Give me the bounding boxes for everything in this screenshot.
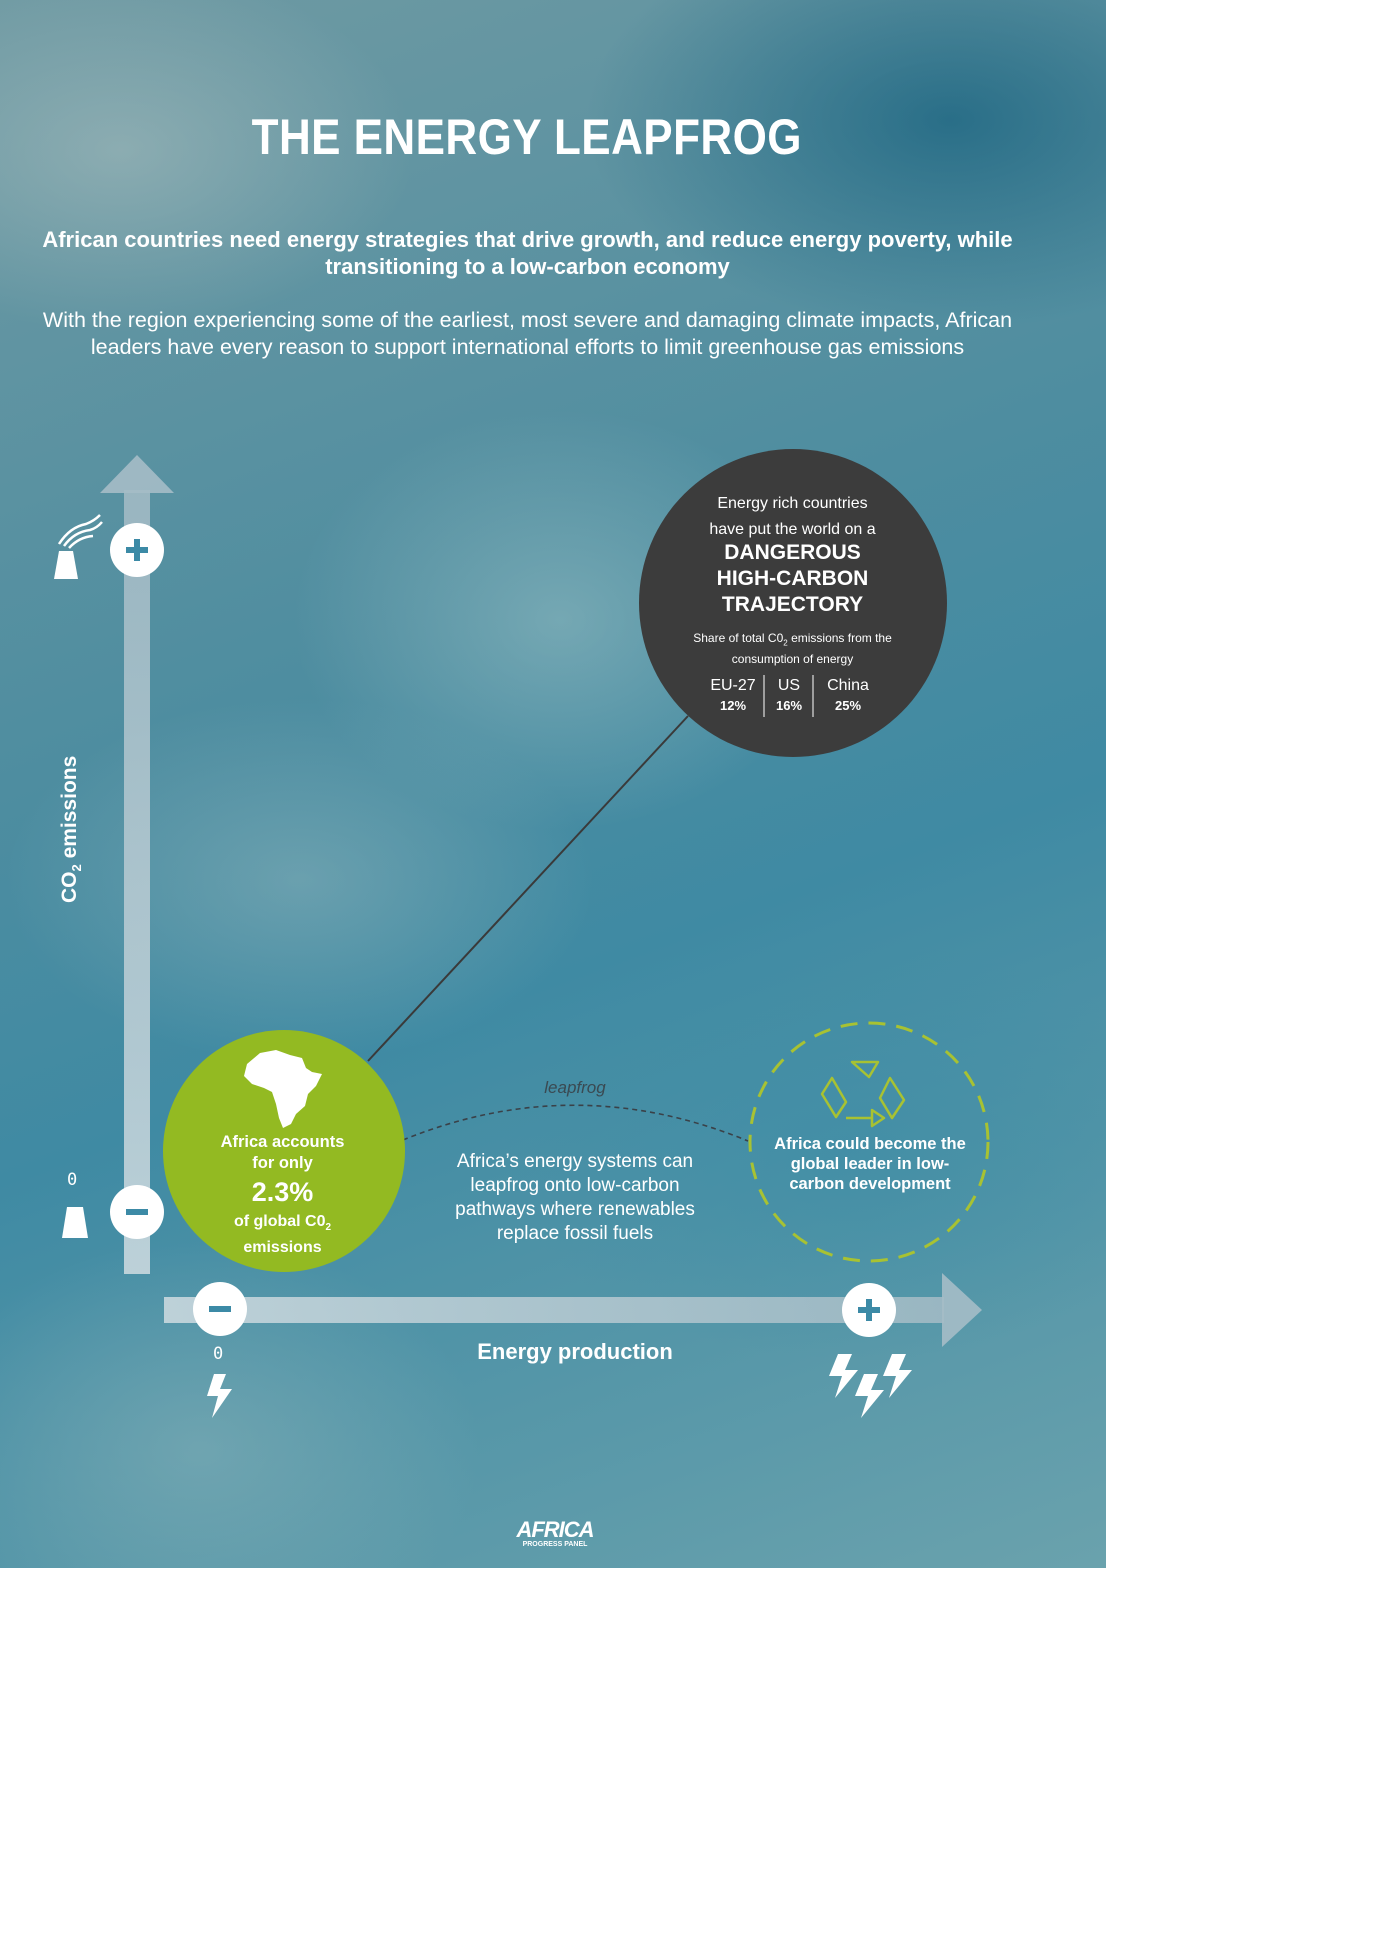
intro-text: With the region experiencing some of the earliest, most severe and damaging climate impacts, African leaders have every reason to support international efforts to limit greenhouse gas emissions <box>42 308 1013 359</box>
leapfrog-description: Africa’s energy systems can leapfrog onto low-carbon pathways where renewables replace fossil fuels <box>455 1151 695 1244</box>
africa-share-line: for only <box>252 1154 313 1172</box>
logo-tagline: PROGRESS PANEL <box>522 1541 588 1548</box>
africa-share-line: emissions <box>243 1239 322 1257</box>
headline-line: TRAJECTORY <box>721 593 864 616</box>
y-axis-zero: 0 <box>67 1170 78 1190</box>
minus-icon <box>193 1282 247 1336</box>
share-china: China 25% <box>827 677 869 713</box>
leapfrog-arc <box>403 1105 748 1141</box>
x-axis-label: Energy production <box>477 1339 673 1364</box>
future-leader-text: Africa could become the global leader in low-carbon development <box>774 1135 966 1193</box>
africa-share-intro <box>190 1132 375 1174</box>
factory-icon <box>62 1207 88 1238</box>
share-eu: EU-27 12% <box>710 677 756 713</box>
recycle-icon <box>822 1062 904 1126</box>
lightning-icon <box>855 1374 884 1418</box>
africa-share-outro <box>190 1212 375 1258</box>
y-axis-arrow <box>100 455 174 1274</box>
headline-line: DANGEROUS <box>724 541 861 564</box>
lightning-icon <box>829 1354 858 1398</box>
africa-progress-panel-logo <box>490 1519 620 1549</box>
x-axis-zero: 0 <box>213 1344 224 1364</box>
y-axis-label: $CO_2$ emissions <box>58 755 85 903</box>
africa-share-line: Africa accounts <box>220 1133 345 1151</box>
high-carbon-intro <box>660 491 925 543</box>
africa-share-value: 2.3% <box>251 1177 314 1207</box>
plus-icon <box>110 523 164 577</box>
africa-share-line: of global $C0_2$ <box>233 1213 332 1234</box>
high-carbon-headline <box>660 540 925 618</box>
share-us: US 16% <box>775 677 803 713</box>
page-title: THE ENERGY LEAPFROG <box>251 109 802 165</box>
trajectory-line <box>368 716 688 1061</box>
factory-icon <box>54 515 102 579</box>
headline-line: HIGH-CARBON <box>716 567 869 590</box>
emissions-share-note: Share of total $C0_2$ emissions from the consumption of energy <box>693 631 892 667</box>
high-carbon-line: Energy rich countries <box>717 495 868 512</box>
plus-icon <box>842 1283 896 1337</box>
lightning-icon <box>883 1354 912 1398</box>
lightning-icon <box>207 1374 232 1418</box>
high-carbon-line: have put the world on a <box>709 521 876 538</box>
subtitle: African countries need energy strategies that drive growth, and reduce energy poverty, while transitioning to a low-carbon economy <box>42 227 1013 279</box>
minus-icon <box>110 1185 164 1239</box>
logo-name: AFRICA <box>516 1517 594 1542</box>
leapfrog-label: leapfrog <box>544 1078 606 1097</box>
